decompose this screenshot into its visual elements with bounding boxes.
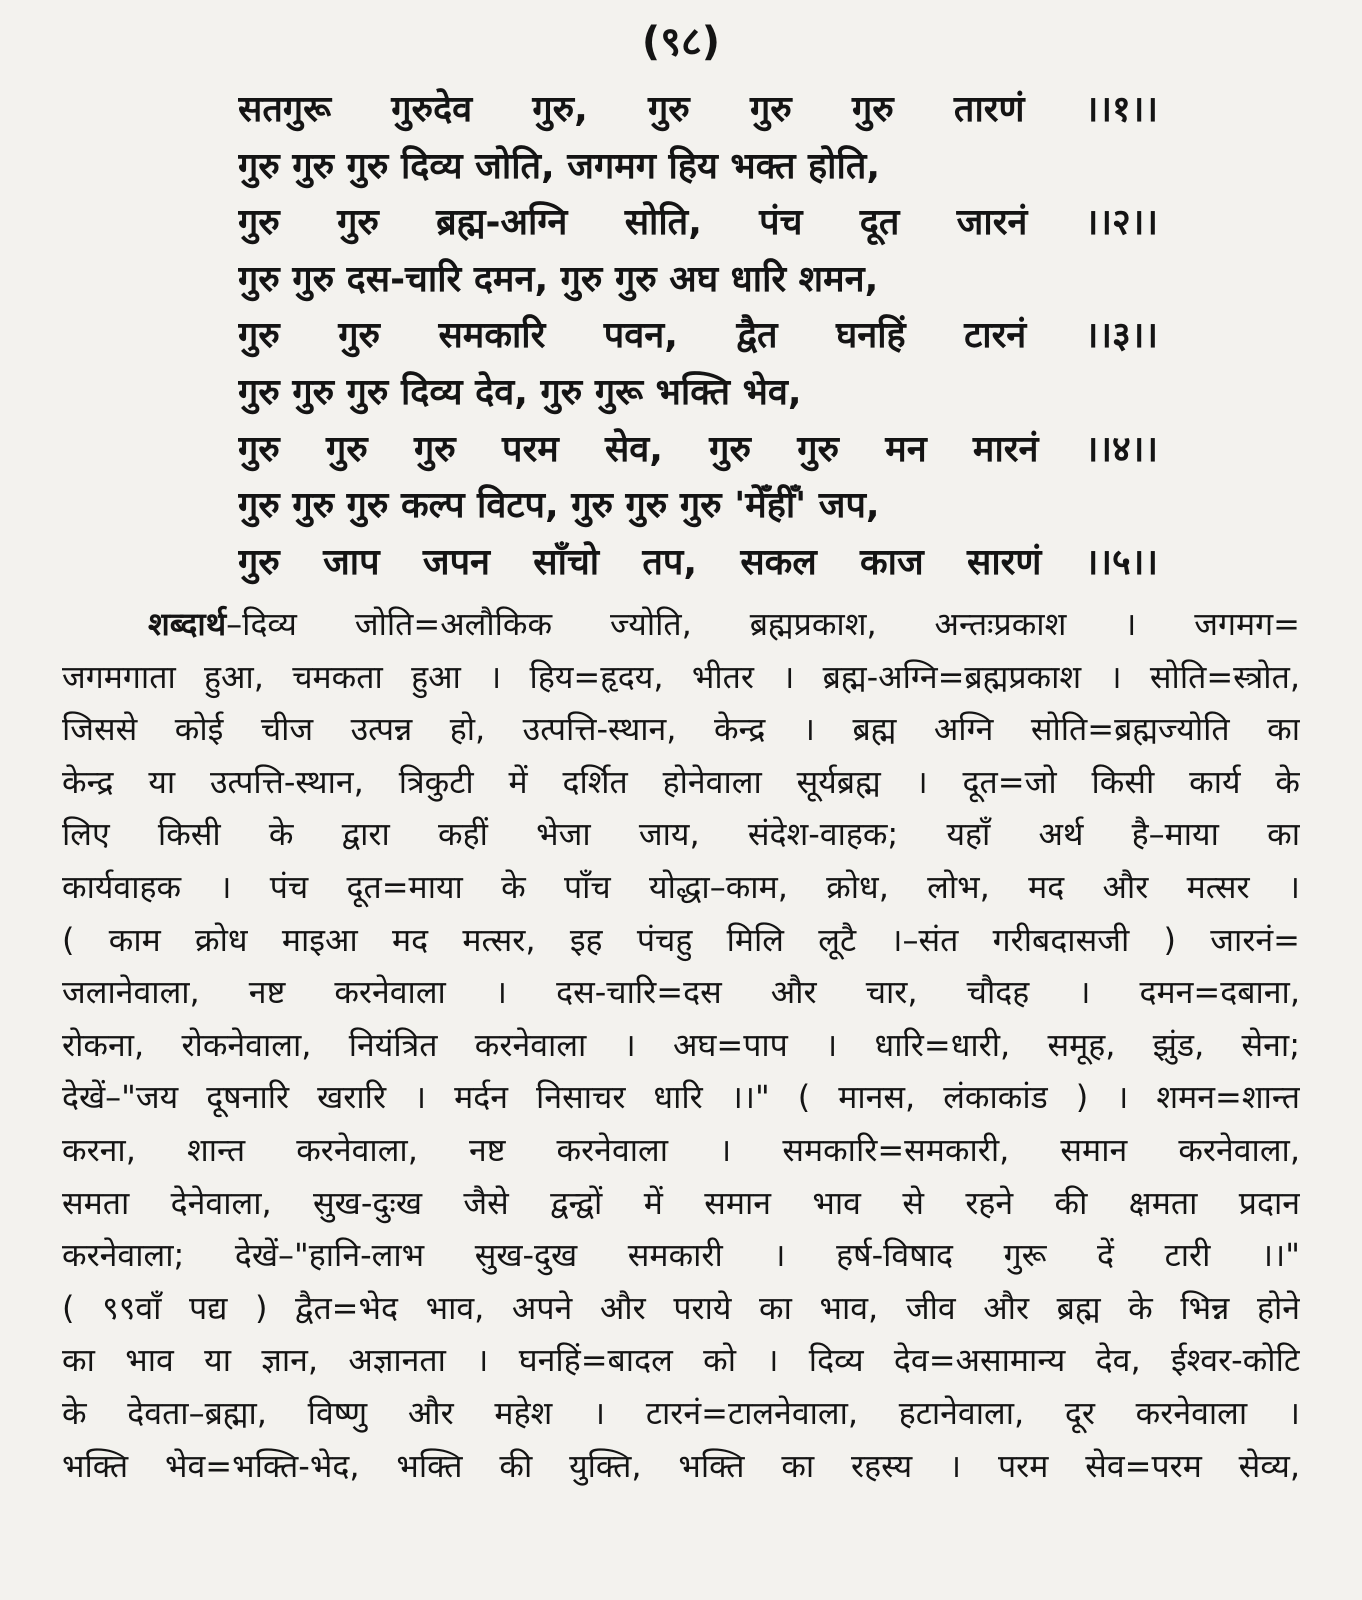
commentary-line: करनेवाला; देखें–"हानि-लाभ सुख-दुख समकारी । हर्ष-विषाद गुरू दें टारी ।।"	[62, 1236, 1300, 1275]
verse-line: गुरु गुरु ब्रह्म-अग्नि सोति, पंच दूत जारनं ।।२।।	[238, 202, 1158, 244]
commentary-line: भक्ति भेव=भक्ति-भेद, भक्ति की युक्ति, भक्ति का रहस्य । परम सेव=परम सेव्य,	[62, 1446, 1300, 1485]
verse-line: गुरु गुरु गुरु दिव्य जोति, जगमग हिय भक्त होति,	[238, 145, 881, 187]
verse-line: सतगुरू गुरुदेव गुरु, गुरु गुरु गुरु तारणं ।।१।।	[238, 89, 1158, 130]
page-number: (९८)	[641, 19, 721, 65]
commentary-line: जगमगाता हुआ, चमकता हुआ । हिय=हृदय, भीतर । ब्रह्म-अग्नि=ब्रह्मप्रकाश । सोति=स्त्रोत,	[62, 657, 1300, 696]
verse-line: गुरु गुरु गुरु कल्प विटप, गुरु गुरु गुरु 'मेँहीँ' जप,	[238, 485, 880, 527]
commentary-line: कार्यवाहक । पंच दूत=माया के पाँच योद्धा–काम, क्रोध, लोभ, मद और मत्सर ।	[62, 867, 1300, 906]
verse-line: गुरु गुरु दस-चारि दमन, गुरु गुरु अघ धारि शमन,	[238, 258, 879, 300]
verse-line: गुरु गुरु समकारि पवन, द्वैत घनहिं टारनं ।।३।।	[238, 315, 1158, 357]
commentary-line: समता देनेवाला, सुख-दुःख जैसे द्वन्द्वों में समान भाव से रहने की क्षमता प्रदान	[62, 1183, 1300, 1222]
commentary-line: लिए किसी के द्वारा कहीं भेजा जाय, संदेश-वाहक; यहाँ अर्थ है–माया का	[62, 815, 1300, 854]
commentary-line: जलानेवाला, नष्ट करनेवाला । दस-चारि=दस और चार, चौदह । दमन=दबाना,	[62, 973, 1300, 1012]
commentary-line: करना, शान्त करनेवाला, नष्ट करनेवाला । समकारि=समकारी, समान करनेवाला,	[62, 1130, 1300, 1169]
commentary-line: का भाव या ज्ञान, अज्ञानता । घनहिं=बादल को । दिव्य देव=असामान्य देव, ईश्वर-कोटि	[62, 1341, 1300, 1380]
commentary-line: केन्द्र या उत्पत्ति-स्थान, त्रिकुटी में दर्शित होनेवाला सूर्यब्रह्म । दूत=जो किसी कार्य के	[62, 762, 1300, 801]
commentary-line: ( ९९वाँ पद्य ) द्वैत=भेद भाव, अपने और पराये का भाव, जीव और ब्रह्म के भिन्न होने	[62, 1288, 1300, 1327]
commentary-first-line-text: –दिव्य जोति=अलौकिक ज्योति, ब्रह्मप्रकाश, अन्तःप्रकाश । जगमग=	[226, 605, 1300, 643]
verse-line: गुरु गुरु गुरु परम सेव, गुरु गुरु मन मारनं ।।४।।	[238, 428, 1158, 470]
commentary-line: देखें–"जय दूषनारि खरारि । मर्दन निसाचर धारि ।।" ( मानस, लंकाकांड ) । शमन=शान्त	[62, 1078, 1300, 1117]
commentary-block	[62, 598, 1300, 1492]
commentary-line: के देवता–ब्रह्मा, विष्णु और महेश । टारनं=टालनेवाला, हटानेवाला, दूर करनेवाला ।	[62, 1393, 1300, 1432]
verse-block	[238, 82, 1158, 591]
commentary-line: जिससे कोई चीज उत्पन्न हो, उत्पत्ति-स्थान, केन्द्र । ब्रह्म अग्नि सोति=ब्रह्मज्योति का	[62, 710, 1300, 749]
commentary-heading: शब्दार्थ	[148, 605, 227, 643]
commentary-line: रोकना, रोकनेवाला, नियंत्रित करनेवाला । अघ=पाप । धारि=धारी, समूह, झुंड, सेना;	[62, 1025, 1300, 1064]
commentary-line: ( काम क्रोध माइआ मद मत्सर, इह पंचहु मिलि लूटै ।–संत गरीबदासजी ) जारनं=	[62, 920, 1300, 959]
verse-line: गुरु जाप जपन साँचो तप, सकल काज सारणं ।।५।।	[238, 541, 1158, 583]
commentary-first-line	[62, 598, 1300, 651]
verse-line: गुरु गुरु गुरु दिव्य देव, गुरु गुरू भक्ति भेव,	[238, 371, 802, 413]
